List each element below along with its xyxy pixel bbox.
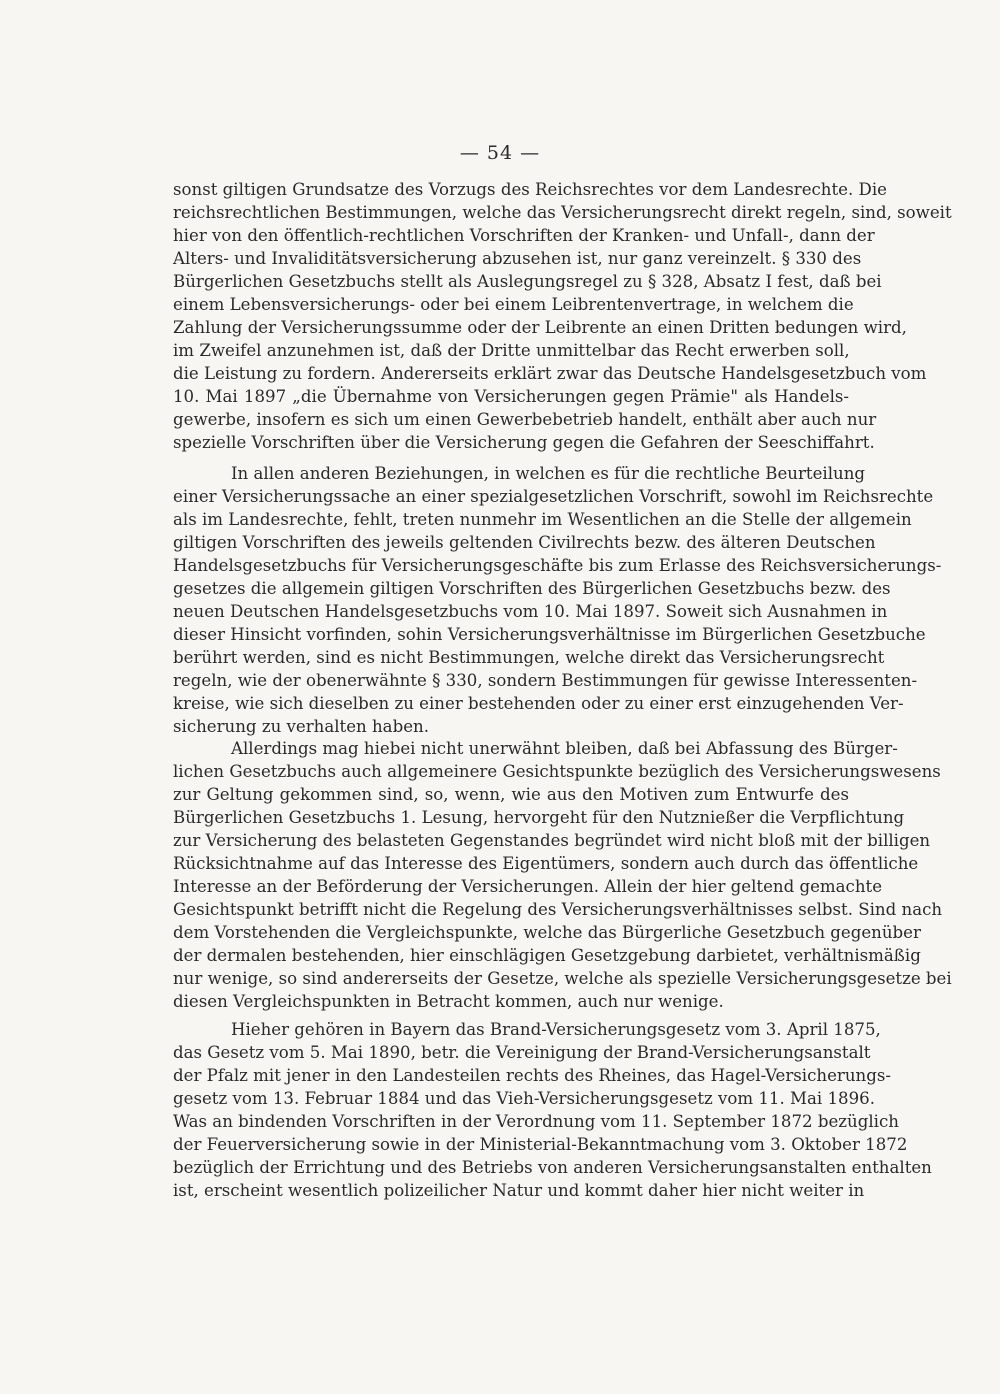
text-line: Zahlung der Versicherungssumme oder der Leibrente an einen Dritten bedungen wird,: [173, 318, 907, 337]
paragraph-2: [173, 462, 942, 738]
text-line: die Leistung zu fordern. Andererseits erklärt zwar das Deutsche Handelsgesetzbuch vom: [173, 364, 927, 383]
text-line: zur Geltung gekommen sind, so, wenn, wie aus den Motiven zum Entwurfe des: [173, 785, 849, 804]
text-line: Hieher gehören in Bayern das Brand-Versicherungsgesetz vom 3. April 1875,: [231, 1020, 881, 1039]
paragraph-1: [173, 178, 952, 454]
text-line: Bürgerlichen Gesetzbuchs stellt als Auslegungsregel zu § 328, Absatz I fest, daß bei: [173, 272, 882, 291]
text-line: dem Vorstehenden die Vergleichspunkte, welche das Bürgerliche Gesetzbuch gegenüber: [173, 923, 921, 942]
text-line: Was an bindenden Vorschriften in der Verordnung vom 11. September 1872 bezüglich: [173, 1112, 899, 1131]
text-line: ist, erscheint wesentlich polizeilicher Natur und kommt daher hier nicht weiter in: [173, 1181, 865, 1200]
text-line: reichsrechtlichen Bestimmungen, welche das Versicherungsrecht direkt regeln, sind, soweit: [173, 203, 952, 222]
text-line: einer Versicherungssache an einer spezialgesetzlichen Vorschrift, sowohl im Reichsrechte: [173, 487, 934, 506]
text-line: als im Landesrechte, fehlt, treten nunmehr im Wesentlichen an die Stelle der allgemein: [173, 510, 912, 529]
text-line: lichen Gesetzbuchs auch allgemeinere Gesichtspunkte bezüglich des Versicherungswesens: [173, 762, 941, 781]
paragraph-4: [173, 1018, 932, 1202]
text-line: 10. Mai 1897 „die Übernahme von Versicherungen gegen Prämie" als Handels-: [173, 387, 849, 406]
text-line: Bürgerlichen Gesetzbuchs 1. Lesung, hervorgeht für den Nutznießer die Verpflichtung: [173, 808, 905, 827]
text-line: regeln, wie der obenerwähnte § 330, sondern Bestimmungen für gewisse Interessenten-: [173, 671, 918, 690]
text-line: nur wenige, so sind andererseits der Gesetze, welche als spezielle Versicherungsgesetze bei: [173, 969, 952, 988]
text-line: giltigen Vorschriften des jeweils geltenden Civilrechts bezw. des älteren Deutschen: [173, 533, 876, 552]
text-line: Gesichtspunkt betrifft nicht die Regelung des Versicherungsverhältnisses selbst. Sind nach: [173, 900, 943, 919]
text-line: Allerdings mag hiebei nicht unerwähnt bleiben, daß bei Abfassung des Bürger-: [231, 739, 898, 758]
text-line: Alters- und Invaliditätsversicherung abzusehen ist, nur ganz vereinzelt. § 330 des: [173, 249, 862, 268]
text-line: bezüglich der Errichtung und des Betriebs von anderen Versicherungsanstalten enthalten: [173, 1158, 932, 1177]
text-line: einem Lebensversicherungs- oder bei einem Leibrentenvertrage, in welchem die: [173, 295, 854, 314]
text-line: im Zweifel anzunehmen ist, daß der Dritte unmittelbar das Recht erwerben soll,: [173, 341, 850, 360]
text-line: gewerbe, insofern es sich um einen Gewerbebetrieb handelt, enthält aber auch nur: [173, 410, 877, 429]
text-line: das Gesetz vom 5. Mai 1890, betr. die Vereinigung der Brand-Versicherungsanstalt: [173, 1043, 871, 1062]
text-line: neuen Deutschen Handelsgesetzbuchs vom 10. Mai 1897. Soweit sich Ausnahmen in: [173, 602, 888, 621]
text-line: hier von den öffentlich-rechtlichen Vorschriften der Kranken- und Unfall-, dann der: [173, 226, 875, 245]
text-line: Handelsgesetzbuchs für Versicherungsgeschäfte bis zum Erlasse des Reichsversicherungs-: [173, 556, 942, 575]
text-line: der Pfalz mit jener in den Landesteilen rechts des Rheines, das Hagel-Versicherungs-: [173, 1066, 891, 1085]
text-line: der Feuerversicherung sowie in der Ministerial-Bekanntmachung vom 3. Oktober 1872: [173, 1135, 908, 1154]
paragraph-3: [173, 737, 952, 1013]
text-line: gesetz vom 13. Februar 1884 und das Vieh-Versicherungsgesetz vom 11. Mai 1896.: [173, 1089, 876, 1108]
text-line: In allen anderen Beziehungen, in welchen es für die rechtliche Beurteilung: [231, 464, 866, 483]
text-line: diesen Vergleichspunkten in Betracht kommen, auch nur wenige.: [173, 992, 724, 1011]
text-line: Rücksichtnahme auf das Interesse des Eigentümers, sondern auch durch das öffentliche: [173, 854, 919, 873]
text-line: Interesse an der Beförderung der Versicherungen. Allein der hier geltend gemachte: [173, 877, 883, 896]
text-line: sicherung zu verhalten haben.: [173, 717, 429, 736]
text-line: der dermalen bestehenden, hier einschlägigen Gesetzgebung darbietet, verhältnismäßig: [173, 946, 921, 965]
text-line: dieser Hinsicht vorfinden, sohin Versicherungsverhältnisse im Bürgerlichen Gesetzbuche: [173, 625, 926, 644]
text-line: gesetzes die allgemein giltigen Vorschriften des Bürgerlichen Gesetzbuchs bezw. des: [173, 579, 891, 598]
text-line: zur Versicherung des belasteten Gegenstandes begründet wird nicht bloß mit der billigen: [173, 831, 931, 850]
text-line: sonst giltigen Grundsatze des Vorzugs des Reichsrechtes vor dem Landesrechte. Die: [173, 180, 887, 199]
text-line: kreise, wie sich dieselben zu einer bestehenden oder zu einer erst einzugehenden Ver-: [173, 694, 904, 713]
text-line: spezielle Vorschriften über die Versicherung gegen die Gefahren der Seeschiffahrt.: [173, 433, 875, 452]
page-number: — 54 —: [459, 142, 541, 164]
text-line: berührt werden, sind es nicht Bestimmungen, welche direkt das Versicherungsrecht: [173, 648, 885, 667]
